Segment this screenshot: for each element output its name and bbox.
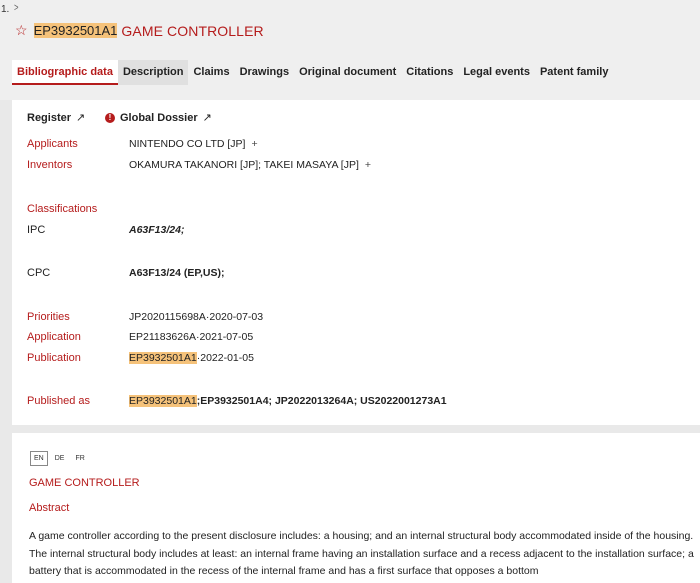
alert-icon: ! xyxy=(105,113,115,123)
tab-bar xyxy=(12,60,613,85)
published-as-value xyxy=(129,395,447,407)
publication-value xyxy=(129,352,254,364)
published-as-first[interactable]: EP3932501A1 xyxy=(129,395,197,407)
tab-bibliographic-data[interactable]: Bibliographic data xyxy=(12,60,118,85)
tab-description[interactable]: Description xyxy=(118,60,189,85)
chevron-right-icon[interactable]: > xyxy=(13,2,19,14)
publication-date: ·2022-01-05 xyxy=(196,352,254,364)
document-title-row xyxy=(15,22,264,39)
star-icon[interactable]: ☆ xyxy=(15,22,28,38)
inventors-value xyxy=(129,159,371,171)
lang-en-button[interactable]: EN xyxy=(30,451,48,466)
result-number: 1. xyxy=(1,4,10,15)
tab-original-document[interactable]: Original document xyxy=(299,66,397,78)
global-dossier-link[interactable] xyxy=(105,111,212,124)
ipc-label: IPC xyxy=(27,224,46,236)
applicant-name: NINTENDO CO LTD [JP] xyxy=(129,138,246,150)
tab-citations[interactable]: Citations xyxy=(406,66,454,78)
ipc-value[interactable]: A63F13/24; xyxy=(129,224,185,236)
published-as-rest[interactable]: ;EP3932501A4; JP2022013264A; US2022001273A1 xyxy=(196,395,447,407)
external-link-icon: ↗ xyxy=(202,112,212,124)
cpc-label: CPC xyxy=(27,267,51,279)
cpc-value[interactable]: A63F13/24 (EP,US); xyxy=(129,267,225,279)
lang-de-button[interactable]: DE xyxy=(54,455,65,462)
abstract-heading: Abstract xyxy=(29,502,70,514)
abstract-card xyxy=(12,433,700,583)
abstract-text: A game controller according to the present disclosure includes: a housing; and an internal structural body accommodated inside of the housing. The internal structural body includes at least: an internal frame having an installation surface and a recess adjacent to the installation surface; a battery that is accommodated in the recess of the internal frame and has a first surface that opposes a bottom xyxy=(29,530,694,577)
inventor-names: OKAMURA TAKANORI [JP]; TAKEI MASAYA [JP] xyxy=(129,159,359,171)
lang-fr-button[interactable]: FR xyxy=(75,455,85,462)
publication-label: Publication xyxy=(27,352,81,364)
applicants-label: Applicants xyxy=(27,138,78,150)
applicants-value xyxy=(129,138,258,150)
global-dossier-label: Global Dossier xyxy=(120,111,198,124)
application-label: Application xyxy=(27,331,81,343)
priorities-label: Priorities xyxy=(27,311,70,323)
register-link[interactable] xyxy=(27,111,85,124)
expand-inventors-button[interactable]: + xyxy=(364,159,372,171)
language-selector xyxy=(30,451,92,466)
publication-number-highlight: EP3932501A1 xyxy=(129,352,197,364)
inventors-label: Inventors xyxy=(27,159,73,171)
document-title: GAME CONTROLLER xyxy=(121,22,264,39)
tab-drawings[interactable]: Drawings xyxy=(239,66,290,78)
tab-claims[interactable]: Claims xyxy=(193,66,230,78)
application-value: EP21183626A·2021-07-05 xyxy=(129,331,254,343)
external-link-icon: ↗ xyxy=(76,112,86,124)
tab-legal-events[interactable]: Legal events xyxy=(463,66,530,78)
result-header xyxy=(0,0,700,100)
published-as-label: Published as xyxy=(27,395,90,407)
priorities-value: JP2020115698A·2020-07-03 xyxy=(129,311,264,323)
expand-applicants-button[interactable]: + xyxy=(251,138,258,150)
publication-number: EP3932501A1 xyxy=(33,23,118,38)
tab-patent-family[interactable]: Patent family xyxy=(539,66,609,78)
register-label: Register xyxy=(27,112,72,124)
classifications-label: Classifications xyxy=(27,203,98,215)
bibliographic-card xyxy=(12,100,700,425)
abstract-document-title: GAME CONTROLLER xyxy=(29,477,140,489)
